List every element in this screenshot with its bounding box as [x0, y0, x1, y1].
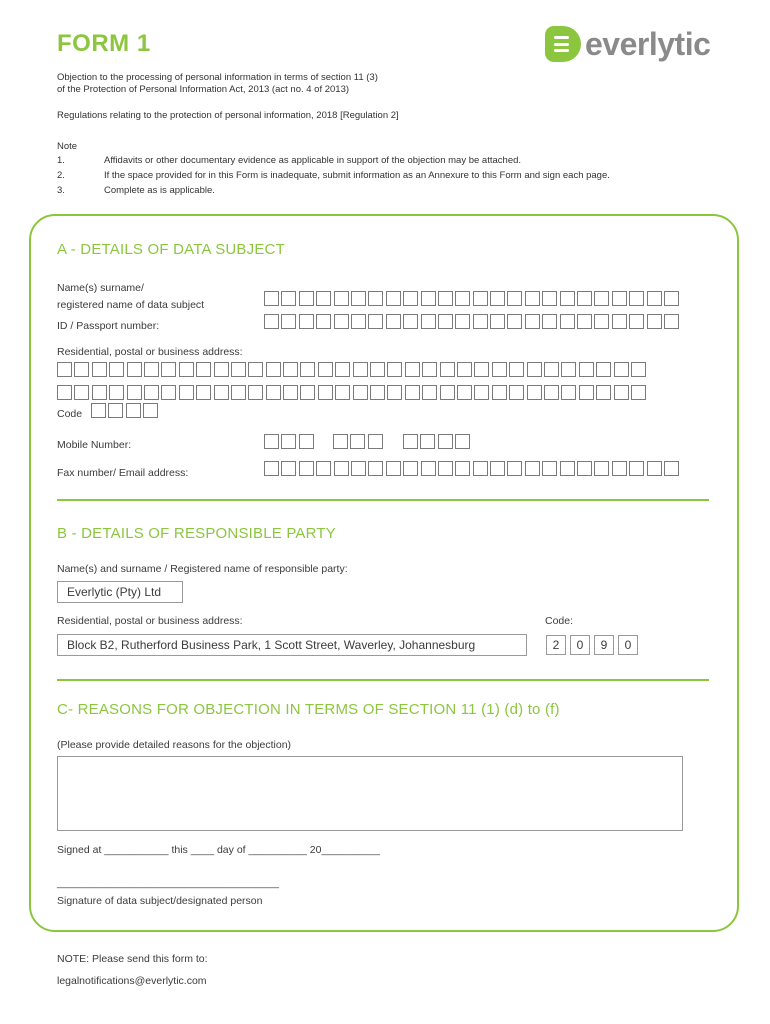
input-cell[interactable]	[370, 385, 385, 400]
input-cell[interactable]	[647, 314, 662, 329]
input-cell[interactable]	[647, 291, 662, 306]
mobile-cells-group1[interactable]	[264, 434, 316, 449]
everlytic-logo	[545, 26, 710, 62]
input-cell[interactable]	[542, 314, 557, 329]
note-item: 2. If the space provided for in this Form is inadequate, submit information as an Annexure to this Form and sign each page.	[57, 170, 610, 181]
responsible-code-boxes[interactable]	[546, 635, 642, 655]
input-cell[interactable]	[281, 461, 296, 476]
input-cell[interactable]	[335, 362, 350, 377]
input-cell[interactable]	[664, 461, 679, 476]
input-cell[interactable]	[507, 291, 522, 306]
name-cells[interactable]	[264, 291, 681, 306]
input-cell[interactable]	[438, 314, 453, 329]
input-cell[interactable]	[108, 403, 123, 418]
address-cells-line1[interactable]	[57, 362, 648, 377]
input-cell[interactable]	[561, 362, 576, 377]
mobile-cells-group2[interactable]	[333, 434, 385, 449]
input-cell[interactable]	[474, 362, 489, 377]
input-cell[interactable]	[647, 461, 662, 476]
form-title: FORM 1	[57, 30, 151, 57]
input-cell[interactable]	[629, 461, 644, 476]
input-cell[interactable]	[421, 461, 436, 476]
note-item: 1. Affidavits or other documentary evidence as applicable in support of the objection may be attached.	[57, 155, 522, 166]
input-cell[interactable]	[350, 434, 365, 449]
input-cell[interactable]	[161, 362, 176, 377]
input-cell[interactable]	[664, 291, 679, 306]
input-cell[interactable]	[300, 362, 315, 377]
input-cell[interactable]	[544, 362, 559, 377]
input-cell[interactable]	[594, 291, 609, 306]
input-cell[interactable]	[490, 461, 505, 476]
input-cell[interactable]	[614, 362, 629, 377]
responsible-name-label: Name(s) and surname / Registered name of responsible party:	[57, 563, 348, 575]
input-cell[interactable]	[264, 461, 279, 476]
input-cell[interactable]	[179, 385, 194, 400]
input-cell[interactable]	[161, 385, 176, 400]
signed-at-line: Signed at ___________ this ____ day of __________ 20__________	[57, 844, 380, 856]
address-cells-line2[interactable]	[57, 385, 648, 400]
section-divider	[57, 499, 709, 501]
id-cells[interactable]	[264, 314, 681, 329]
code-cells[interactable]	[91, 403, 161, 418]
input-cell[interactable]	[333, 434, 348, 449]
input-cell[interactable]	[560, 314, 575, 329]
input-cell[interactable]	[281, 291, 296, 306]
input-cell[interactable]	[335, 385, 350, 400]
input-cell[interactable]	[299, 291, 314, 306]
input-cell[interactable]	[438, 461, 453, 476]
input-cell[interactable]	[179, 362, 194, 377]
fax-email-label: Fax number/ Email address:	[57, 467, 189, 479]
input-cell[interactable]	[577, 314, 592, 329]
input-cell[interactable]	[386, 314, 401, 329]
input-cell[interactable]	[92, 362, 107, 377]
input-cell[interactable]	[196, 362, 211, 377]
section-a-title: A - DETAILS OF DATA SUBJECT	[57, 241, 285, 258]
input-cell[interactable]	[560, 461, 575, 476]
input-cell[interactable]	[144, 385, 159, 400]
input-cell[interactable]	[127, 362, 142, 377]
id-label: ID / Passport number:	[57, 320, 160, 332]
input-cell[interactable]	[594, 314, 609, 329]
input-cell[interactable]	[455, 434, 470, 449]
input-cell[interactable]	[509, 362, 524, 377]
input-cell[interactable]	[316, 291, 331, 306]
responsible-code-label: Code:	[545, 615, 574, 627]
input-cell[interactable]	[490, 291, 505, 306]
input-cell[interactable]	[74, 385, 89, 400]
input-cell[interactable]	[266, 385, 281, 400]
input-cell[interactable]	[629, 314, 644, 329]
input-cell[interactable]	[316, 314, 331, 329]
form-subtitle: Objection to the processing of personal information in terms of section 11 (3) of the Protection of Personal Information Act, 2013 (act no. 4 of 2013)	[57, 72, 378, 95]
input-cell[interactable]	[196, 385, 211, 400]
input-cell[interactable]	[109, 362, 124, 377]
input-cell[interactable]	[403, 314, 418, 329]
input-cell[interactable]	[631, 385, 646, 400]
input-cell[interactable]	[405, 385, 420, 400]
input-cell[interactable]	[422, 385, 437, 400]
input-cell[interactable]	[214, 362, 229, 377]
logo-wordmark: everlytic	[585, 26, 711, 62]
input-cell[interactable]	[92, 385, 107, 400]
input-cell[interactable]	[579, 362, 594, 377]
input-cell[interactable]	[596, 385, 611, 400]
input-cell[interactable]	[629, 291, 644, 306]
input-cell[interactable]	[370, 362, 385, 377]
input-cell[interactable]	[474, 385, 489, 400]
input-cell[interactable]	[386, 291, 401, 306]
input-cell[interactable]	[109, 385, 124, 400]
reasons-textarea[interactable]	[57, 756, 683, 831]
input-cell[interactable]	[420, 434, 435, 449]
input-cell[interactable]	[266, 362, 281, 377]
input-cell[interactable]	[403, 461, 418, 476]
responsible-address-label: Residential, postal or business address:	[57, 615, 243, 627]
input-cell[interactable]	[353, 385, 368, 400]
input-cell[interactable]	[542, 461, 557, 476]
section-b-title: B - DETAILS OF RESPONSIBLE PARTY	[57, 525, 336, 542]
input-cell[interactable]	[577, 291, 592, 306]
input-cell[interactable]	[612, 461, 627, 476]
input-cell[interactable]	[403, 434, 418, 449]
input-cell[interactable]	[455, 314, 470, 329]
input-cell[interactable]	[368, 461, 383, 476]
input-cell[interactable]	[527, 362, 542, 377]
regulations-text: Regulations relating to the protection of personal information, 2018 [Regulation 2]	[57, 110, 399, 121]
everlytic-logo-icon	[545, 26, 581, 62]
input-cell[interactable]	[127, 385, 142, 400]
input-cell[interactable]	[248, 385, 263, 400]
input-cell[interactable]	[507, 461, 522, 476]
input-cell[interactable]	[264, 314, 279, 329]
input-cell[interactable]	[283, 362, 298, 377]
name-label: Name(s) surname/ registered name of data subject	[57, 282, 205, 311]
input-cell[interactable]	[368, 291, 383, 306]
input-cell[interactable]	[525, 461, 540, 476]
input-cell[interactable]	[299, 461, 314, 476]
input-cell[interactable]	[457, 362, 472, 377]
input-cell[interactable]	[231, 362, 246, 377]
input-cell[interactable]	[387, 385, 402, 400]
input-cell[interactable]	[542, 291, 557, 306]
input-cell[interactable]	[334, 461, 349, 476]
input-cell[interactable]	[455, 461, 470, 476]
input-cell[interactable]	[438, 434, 453, 449]
code-digit[interactable]: 2	[546, 635, 566, 655]
footer-note: NOTE: Please send this form to:	[57, 953, 208, 965]
input-cell[interactable]	[631, 362, 646, 377]
input-cell[interactable]	[612, 314, 627, 329]
input-cell[interactable]	[334, 291, 349, 306]
input-cell[interactable]	[440, 385, 455, 400]
input-cell[interactable]	[525, 314, 540, 329]
input-cell[interactable]	[405, 362, 420, 377]
input-cell[interactable]	[507, 314, 522, 329]
input-cell[interactable]	[455, 291, 470, 306]
section-c-title: C- REASONS FOR OBJECTION IN TERMS OF SECTION 11 (1) (d) to (f)	[57, 701, 560, 718]
input-cell[interactable]	[525, 291, 540, 306]
section-divider	[57, 679, 709, 681]
input-cell[interactable]	[473, 314, 488, 329]
input-cell[interactable]	[490, 314, 505, 329]
input-cell[interactable]	[457, 385, 472, 400]
input-cell[interactable]	[421, 291, 436, 306]
input-cell[interactable]	[579, 385, 594, 400]
input-cell[interactable]	[560, 291, 575, 306]
input-cell[interactable]	[664, 314, 679, 329]
input-cell[interactable]	[421, 314, 436, 329]
input-cell[interactable]	[353, 362, 368, 377]
input-cell[interactable]	[577, 461, 592, 476]
input-cell[interactable]	[318, 362, 333, 377]
input-cell[interactable]	[248, 362, 263, 377]
input-cell[interactable]	[283, 385, 298, 400]
input-cell[interactable]	[614, 385, 629, 400]
input-cell[interactable]	[281, 314, 296, 329]
responsible-name-field[interactable]: Everlytic (Pty) Ltd	[57, 581, 183, 603]
input-cell[interactable]	[214, 385, 229, 400]
input-cell[interactable]	[492, 385, 507, 400]
fax-email-cells[interactable]	[264, 461, 681, 476]
input-cell[interactable]	[299, 434, 314, 449]
input-cell[interactable]	[473, 461, 488, 476]
footer-email[interactable]: legalnotifications@everlytic.com	[57, 975, 207, 987]
input-cell[interactable]	[387, 362, 402, 377]
input-cell[interactable]	[126, 403, 141, 418]
input-cell[interactable]	[264, 291, 279, 306]
input-cell[interactable]	[351, 461, 366, 476]
input-cell[interactable]	[264, 434, 279, 449]
reasons-instruction: (Please provide detailed reasons for the objection)	[57, 739, 292, 751]
code-label: Code	[57, 408, 83, 420]
input-cell[interactable]	[544, 385, 559, 400]
input-cell[interactable]	[299, 314, 314, 329]
signature-line: ______________________________________	[57, 877, 279, 889]
input-cell[interactable]	[318, 385, 333, 400]
input-cell[interactable]	[561, 385, 576, 400]
address-label: Residential, postal or business address:	[57, 346, 243, 358]
code-digit[interactable]: 0	[618, 635, 638, 655]
note-heading: Note	[57, 141, 78, 152]
input-cell[interactable]	[91, 403, 106, 418]
input-cell[interactable]	[316, 461, 331, 476]
input-cell[interactable]	[231, 385, 246, 400]
input-cell[interactable]	[403, 291, 418, 306]
input-cell[interactable]	[74, 362, 89, 377]
code-digit[interactable]: 9	[594, 635, 614, 655]
input-cell[interactable]	[527, 385, 542, 400]
input-cell[interactable]	[144, 362, 159, 377]
input-cell[interactable]	[143, 403, 158, 418]
responsible-address-field[interactable]: Block B2, Rutherford Business Park, 1 Scott Street, Waverley, Johannesburg	[57, 634, 527, 656]
input-cell[interactable]	[351, 314, 366, 329]
input-cell[interactable]	[492, 362, 507, 377]
input-cell[interactable]	[368, 314, 383, 329]
input-cell[interactable]	[351, 291, 366, 306]
input-cell[interactable]	[594, 461, 609, 476]
input-cell[interactable]	[334, 314, 349, 329]
input-cell[interactable]	[473, 291, 488, 306]
signature-label: Signature of data subject/designated person	[57, 895, 263, 907]
code-digit[interactable]: 0	[570, 635, 590, 655]
input-cell[interactable]	[368, 434, 383, 449]
input-cell[interactable]	[440, 362, 455, 377]
input-cell[interactable]	[438, 291, 453, 306]
input-cell[interactable]	[386, 461, 401, 476]
input-cell[interactable]	[509, 385, 524, 400]
mobile-cells-group3[interactable]	[403, 434, 473, 449]
input-cell[interactable]	[596, 362, 611, 377]
input-cell[interactable]	[57, 362, 72, 377]
input-cell[interactable]	[612, 291, 627, 306]
input-cell[interactable]	[57, 385, 72, 400]
input-cell[interactable]	[422, 362, 437, 377]
input-cell[interactable]	[281, 434, 296, 449]
input-cell[interactable]	[300, 385, 315, 400]
note-item: 3. Complete as is applicable.	[57, 185, 215, 196]
mobile-label: Mobile Number:	[57, 439, 132, 451]
